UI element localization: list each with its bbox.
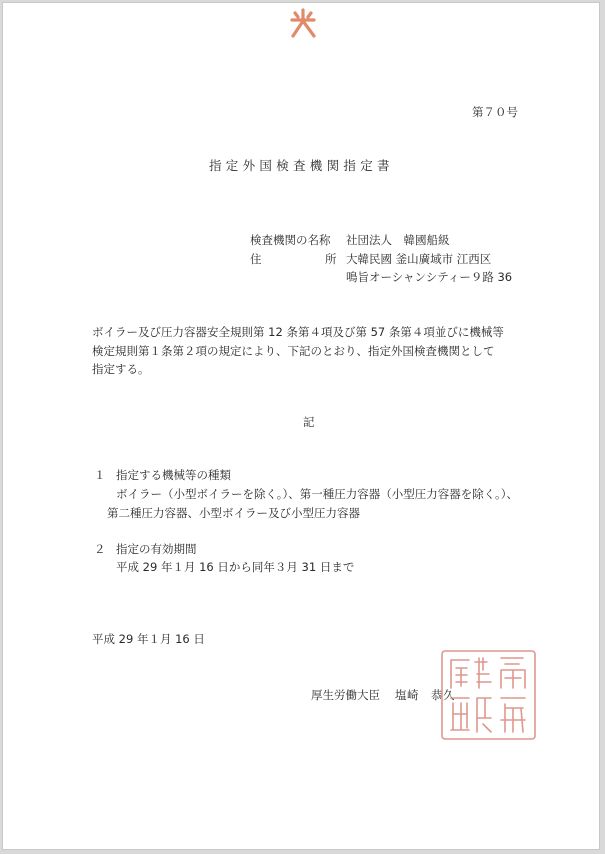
top-stamp-mark-icon: [287, 7, 319, 39]
body-paragraph-line-1: ボイラー及び圧力容器安全規則第 12 条第４項及び第 57 条第４項並びに機械等: [92, 325, 504, 339]
inspection-body-name-label: 検査機関の名称: [250, 233, 331, 247]
document-number: 第７０号: [472, 105, 518, 119]
official-seal-icon: [439, 648, 538, 742]
item-1-heading: 指定する機械等の種類: [116, 468, 231, 482]
item-2-number: ２: [94, 542, 106, 556]
address-line-1: 大韓民國 釜山廣域市 江西区: [346, 252, 492, 266]
item-2-heading: 指定の有効期間: [116, 542, 197, 556]
signatory-name: 塩崎 恭久: [395, 688, 455, 702]
item-2-line-1: 平成 29 年１月 16 日から同年３月 31 日まで: [116, 560, 355, 574]
item-1-number: １: [94, 468, 106, 482]
inspection-body-name: 社団法人 韓國船級: [346, 233, 450, 247]
address-line-2: 鳴旨オーシャンシティー９路 36: [346, 270, 513, 284]
item-1-line-2: 第二種圧力容器、小型ボイラー及び小型圧力容器: [107, 506, 360, 520]
item-1-line-1: ボイラー（小型ボイラーを除く。）、第一種圧力容器（小型圧力容器を除く。）、: [116, 487, 519, 501]
document-page: [2, 2, 600, 850]
address-label-second-char: 所: [325, 252, 337, 266]
ki-heading: 記: [303, 415, 315, 429]
signatory-title: 厚生労働大臣: [311, 688, 380, 702]
document-title: 指定外国検査機関指定書: [209, 158, 394, 173]
address-label-first-char: 住: [250, 252, 262, 266]
body-paragraph-line-2: 検定規則第１条第２項の規定により、下記のとおり、指定外国検査機関として: [92, 344, 495, 358]
body-paragraph-line-3: 指定する。: [92, 362, 150, 376]
issue-date: 平成 29 年１月 16 日: [92, 632, 205, 646]
